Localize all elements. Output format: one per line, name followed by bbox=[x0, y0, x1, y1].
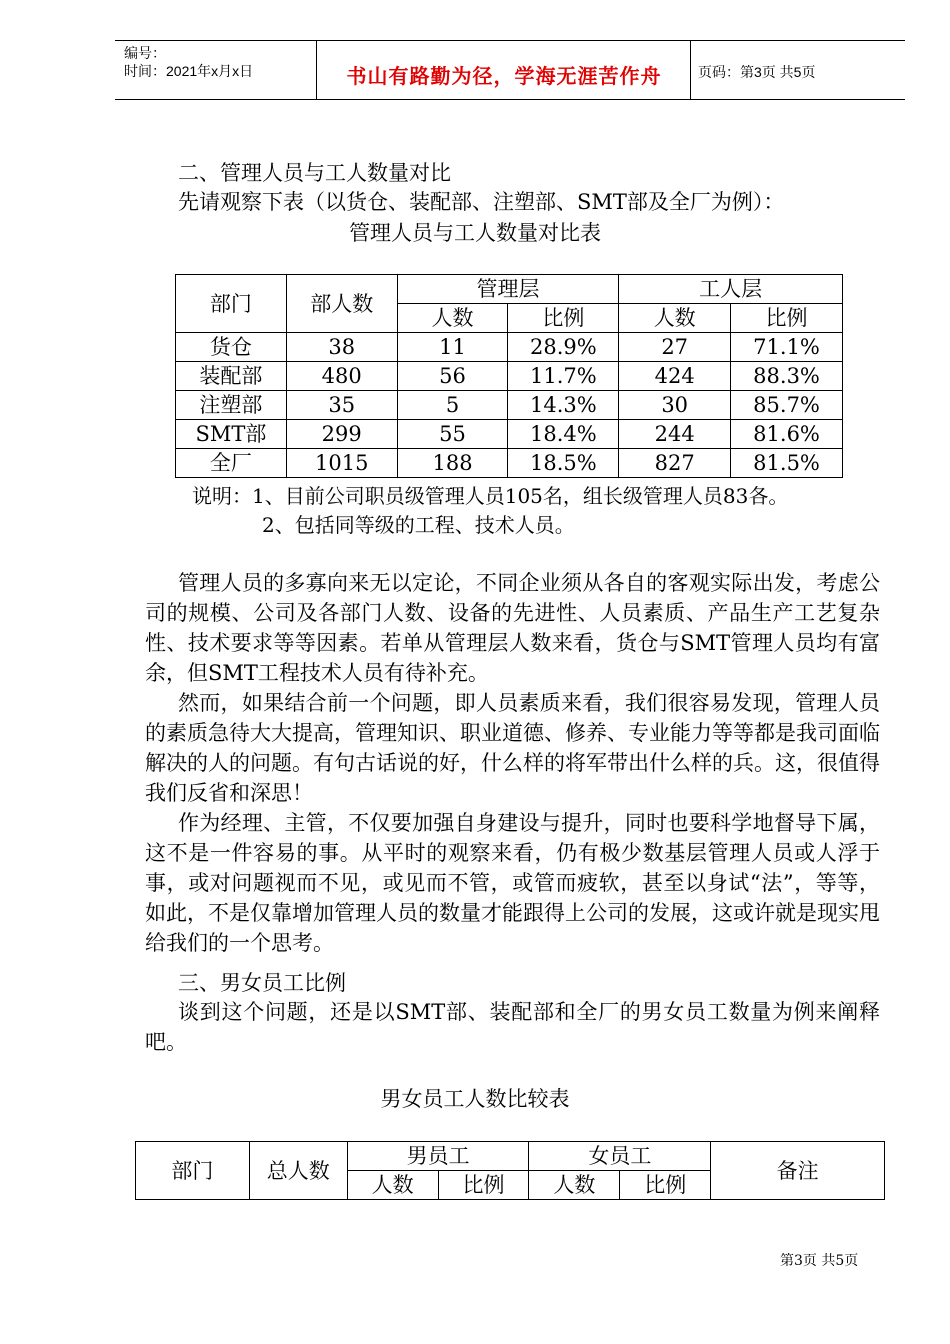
table-cell: 244 bbox=[619, 420, 731, 449]
table-row bbox=[176, 449, 843, 478]
header-cell: 比例 bbox=[508, 304, 619, 333]
table-cell: 81.6% bbox=[731, 420, 843, 449]
table-cell: 85.7% bbox=[731, 391, 843, 420]
table-row bbox=[176, 362, 843, 391]
paragraph: 管理人员的多寡向来无以定论，不同企业须从各自的客观实际出发，考虑公司的规模、公司及各部门人数、设备的先进性、人员素质、产品生产工艺复杂性、技术要求等等因素。若单从管理层人数来看，货仓与SMT管理人员均有富余，但SMT工程技术人员有待补充。 bbox=[145, 571, 880, 685]
table-cell: 827 bbox=[619, 449, 731, 478]
table-cell: 注塑部 bbox=[176, 391, 287, 420]
header-cell: 部人数 bbox=[286, 275, 397, 333]
table-cell: 14.3% bbox=[508, 391, 619, 420]
table-cell: 11 bbox=[397, 333, 508, 362]
section-intro bbox=[145, 997, 880, 1057]
table-header-row bbox=[176, 275, 843, 304]
table-cell: 18.5% bbox=[508, 449, 619, 478]
time-label: 时间：2021年x月x日 bbox=[124, 63, 254, 79]
table-cell: 480 bbox=[286, 362, 397, 391]
header-bottom-rule bbox=[115, 99, 905, 100]
header-divider bbox=[316, 40, 317, 99]
table-cell: 货仓 bbox=[176, 333, 287, 362]
header-cell: 部门 bbox=[176, 275, 287, 333]
header-cell: 男员工 bbox=[347, 1142, 529, 1171]
header-divider bbox=[690, 40, 691, 99]
table-cell: 81.5% bbox=[731, 449, 843, 478]
header-cell: 备注 bbox=[711, 1142, 885, 1200]
serial-label: 编号： bbox=[124, 45, 166, 61]
table-cell: 27 bbox=[619, 333, 731, 362]
header-cell: 女员工 bbox=[529, 1142, 711, 1171]
body-paragraphs bbox=[145, 568, 880, 958]
table-cell: 11.7% bbox=[508, 362, 619, 391]
header-cell: 人数 bbox=[347, 1171, 438, 1200]
header-top-rule bbox=[115, 40, 905, 41]
header-page-info: 页码：第3页 共5页 bbox=[698, 64, 816, 80]
header-cell: 总人数 bbox=[249, 1142, 347, 1200]
table-row bbox=[176, 391, 843, 420]
table-cell: 全厂 bbox=[176, 449, 287, 478]
paragraph: 谈到这个问题，还是以SMT部、装配部和全厂的男女员工数量为例来阐释吧。 bbox=[145, 1000, 880, 1054]
header-cell: 人数 bbox=[529, 1171, 620, 1200]
table-note: 说明：1、目前公司职员级管理人员105名，组长级管理人员83各。 bbox=[192, 484, 789, 508]
header-cell: 管理层 bbox=[397, 275, 619, 304]
table-cell: 56 bbox=[397, 362, 508, 391]
table-cell: 28.9% bbox=[508, 333, 619, 362]
table-header-row bbox=[136, 1142, 885, 1171]
table-row bbox=[176, 333, 843, 362]
header-cell: 比例 bbox=[438, 1171, 529, 1200]
table-cell: 55 bbox=[397, 420, 508, 449]
table-cell: 188 bbox=[397, 449, 508, 478]
gender-table bbox=[135, 1141, 885, 1200]
header-cell: 部门 bbox=[136, 1142, 250, 1200]
footer-page-info: 第3页 共5页 bbox=[780, 1253, 859, 1269]
header-cell: 人数 bbox=[619, 304, 731, 333]
table-cell: 35 bbox=[286, 391, 397, 420]
paragraph: 作为经理、主管，不仅要加强自身建设与提升，同时也要科学地督导下属，这不是一件容易的事。从平时的观察来看，仍有极少数基层管理人员或人浮于事，或对问题视而不见，或见而不管，或管而疲软，甚至以身试“法”，等等，如此，不是仅靠增加管理人员的数量才能跟得上公司的发展，这或许就是现实甩给我们的一个思考。 bbox=[145, 811, 880, 955]
table-cell: 38 bbox=[286, 333, 397, 362]
header-meta bbox=[124, 44, 253, 80]
header-cell: 比例 bbox=[620, 1171, 711, 1200]
table-cell: 71.1% bbox=[731, 333, 843, 362]
table-cell: 424 bbox=[619, 362, 731, 391]
table-note: 2、包括同等级的工程、技术人员。 bbox=[262, 513, 575, 537]
header-cell: 比例 bbox=[731, 304, 843, 333]
table-cell: 装配部 bbox=[176, 362, 287, 391]
table-caption: 男女员工人数比较表 bbox=[380, 1087, 570, 1111]
table-cell: 18.4% bbox=[508, 420, 619, 449]
header-cell: 人数 bbox=[397, 304, 508, 333]
table-cell: 5 bbox=[397, 391, 508, 420]
table-cell: 299 bbox=[286, 420, 397, 449]
paragraph: 然而，如果结合前一个问题，即人员素质来看，我们很容易发现，管理人员的素质急待大大提高，管理知识、职业道德、修养、专业能力等等都是我司面临解决的人的问题。有句古话说的好，什么样的将军带出什么样的兵。这，很值得我们反省和深思！ bbox=[145, 691, 880, 805]
table-cell: 1015 bbox=[286, 449, 397, 478]
header-motto: 书山有路勤为径，学海无涯苦作舟 bbox=[346, 64, 662, 88]
section-intro: 先请观察下表（以货仓、装配部、注塑部、SMT部及全厂为例）： bbox=[178, 190, 785, 214]
table-row bbox=[176, 420, 843, 449]
section-heading: 三、男女员工比例 bbox=[178, 971, 346, 995]
table-caption: 管理人员与工人数量对比表 bbox=[349, 221, 601, 245]
table-cell: 30 bbox=[619, 391, 731, 420]
mgmt-worker-table bbox=[175, 274, 843, 478]
table-cell: SMT部 bbox=[176, 420, 287, 449]
header-cell: 工人层 bbox=[619, 275, 843, 304]
table-cell: 88.3% bbox=[731, 362, 843, 391]
section-heading: 二、管理人员与工人数量对比 bbox=[178, 161, 451, 185]
